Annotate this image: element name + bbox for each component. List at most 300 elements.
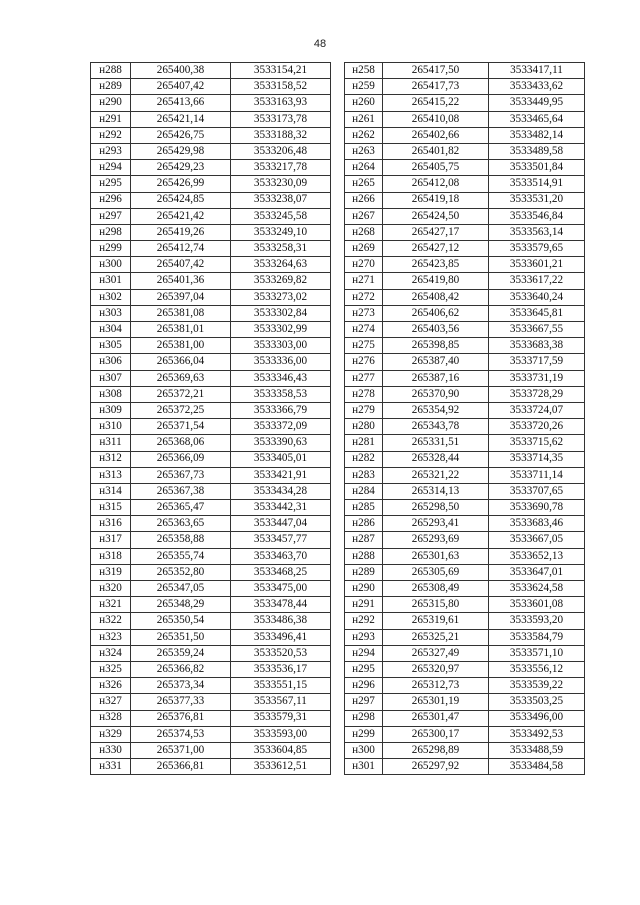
table-row [345, 629, 585, 645]
y-coordinate-cell: 3533163,93 [231, 95, 331, 111]
point-id-cell: н309 [91, 402, 131, 418]
x-coordinate-cell: 265417,50 [383, 63, 489, 79]
point-id-cell: н271 [345, 273, 383, 289]
point-id-cell: н264 [345, 160, 383, 176]
x-coordinate-cell: 265424,85 [131, 192, 231, 208]
y-coordinate-cell: 3533302,99 [231, 322, 331, 338]
y-coordinate-cell: 3533463,70 [231, 548, 331, 564]
table-row [345, 208, 585, 224]
table-row [91, 661, 331, 677]
x-coordinate-cell: 265401,36 [131, 273, 231, 289]
x-coordinate-cell: 265352,80 [131, 564, 231, 580]
x-coordinate-cell: 265366,04 [131, 354, 231, 370]
point-id-cell: н269 [345, 241, 383, 257]
point-id-cell: н272 [345, 289, 383, 305]
x-coordinate-cell: 265305,69 [383, 564, 489, 580]
x-coordinate-cell: 265401,82 [383, 143, 489, 159]
x-coordinate-cell: 265320,97 [383, 661, 489, 677]
y-coordinate-cell: 3533273,02 [231, 289, 331, 305]
x-coordinate-cell: 265300,17 [383, 726, 489, 742]
point-id-cell: н286 [345, 516, 383, 532]
point-id-cell: н263 [345, 143, 383, 159]
y-coordinate-cell: 3533249,10 [231, 224, 331, 240]
y-coordinate-cell: 3533390,63 [231, 435, 331, 451]
point-id-cell: н266 [345, 192, 383, 208]
table-row [345, 661, 585, 677]
y-coordinate-cell: 3533667,05 [489, 532, 585, 548]
x-coordinate-cell: 265343,78 [383, 419, 489, 435]
point-id-cell: н321 [91, 597, 131, 613]
table-row [345, 581, 585, 597]
point-id-cell: н324 [91, 645, 131, 661]
point-id-cell: н298 [345, 710, 383, 726]
table-row [91, 710, 331, 726]
x-coordinate-cell: 265402,66 [383, 127, 489, 143]
y-coordinate-cell: 3533667,55 [489, 322, 585, 338]
point-id-cell: н285 [345, 500, 383, 516]
table-row [345, 241, 585, 257]
point-id-cell: н283 [345, 467, 383, 483]
x-coordinate-cell: 265367,38 [131, 483, 231, 499]
table-row [345, 79, 585, 95]
table-row [91, 500, 331, 516]
y-coordinate-cell: 3533484,58 [489, 759, 585, 775]
point-id-cell: н315 [91, 500, 131, 516]
y-coordinate-cell: 3533624,58 [489, 581, 585, 597]
x-coordinate-cell: 265315,80 [383, 597, 489, 613]
y-coordinate-cell: 3533457,77 [231, 532, 331, 548]
table-row [345, 224, 585, 240]
table-row [91, 759, 331, 775]
y-coordinate-cell: 3533173,78 [231, 111, 331, 127]
x-coordinate-cell: 265407,42 [131, 79, 231, 95]
table-row [345, 564, 585, 580]
page-number: 48 [313, 38, 327, 50]
point-id-cell: н305 [91, 338, 131, 354]
table-row [345, 111, 585, 127]
y-coordinate-cell: 3533567,11 [231, 694, 331, 710]
x-coordinate-cell: 265387,16 [383, 370, 489, 386]
y-coordinate-cell: 3533715,62 [489, 435, 585, 451]
point-id-cell: н328 [91, 710, 131, 726]
table-row [91, 516, 331, 532]
x-coordinate-cell: 265327,49 [383, 645, 489, 661]
point-id-cell: н275 [345, 338, 383, 354]
y-coordinate-cell: 3533421,91 [231, 467, 331, 483]
point-id-cell: н310 [91, 419, 131, 435]
y-coordinate-cell: 3533531,20 [489, 192, 585, 208]
x-coordinate-cell: 265308,49 [383, 581, 489, 597]
table-row [91, 79, 331, 95]
y-coordinate-cell: 3533258,31 [231, 241, 331, 257]
table-row [91, 289, 331, 305]
table-row [91, 192, 331, 208]
table-row [91, 338, 331, 354]
y-coordinate-cell: 3533417,11 [489, 63, 585, 79]
x-coordinate-cell: 265429,98 [131, 143, 231, 159]
y-coordinate-cell: 3533488,59 [489, 742, 585, 758]
table-row [91, 694, 331, 710]
point-id-cell: н279 [345, 402, 383, 418]
table-row [345, 467, 585, 483]
table-row [91, 597, 331, 613]
x-coordinate-cell: 265314,13 [383, 483, 489, 499]
point-id-cell: н289 [91, 79, 131, 95]
point-id-cell: н293 [345, 629, 383, 645]
point-id-cell: н300 [345, 742, 383, 758]
y-coordinate-cell: 3533366,79 [231, 402, 331, 418]
table-row [345, 613, 585, 629]
point-id-cell: н330 [91, 742, 131, 758]
point-id-cell: н297 [345, 694, 383, 710]
x-coordinate-cell: 265405,75 [383, 160, 489, 176]
point-id-cell: н312 [91, 451, 131, 467]
y-coordinate-cell: 3533447,04 [231, 516, 331, 532]
y-coordinate-cell: 3533449,95 [489, 95, 585, 111]
table-row [91, 143, 331, 159]
x-coordinate-cell: 265301,47 [383, 710, 489, 726]
y-coordinate-cell: 3533514,91 [489, 176, 585, 192]
y-coordinate-cell: 3533302,84 [231, 305, 331, 321]
point-id-cell: н268 [345, 224, 383, 240]
x-coordinate-cell: 265366,82 [131, 661, 231, 677]
x-coordinate-cell: 265301,63 [383, 548, 489, 564]
y-coordinate-cell: 3533503,25 [489, 694, 585, 710]
y-coordinate-cell: 3533551,15 [231, 678, 331, 694]
x-coordinate-cell: 265381,08 [131, 305, 231, 321]
y-coordinate-cell: 3533652,13 [489, 548, 585, 564]
x-coordinate-cell: 265423,85 [383, 257, 489, 273]
table-row [91, 483, 331, 499]
table-row [345, 95, 585, 111]
x-coordinate-cell: 265426,99 [131, 176, 231, 192]
table-row [91, 435, 331, 451]
table-row [91, 176, 331, 192]
x-coordinate-cell: 265347,05 [131, 581, 231, 597]
y-coordinate-cell: 3533154,21 [231, 63, 331, 79]
table-row [345, 370, 585, 386]
x-coordinate-cell: 265297,92 [383, 759, 489, 775]
y-coordinate-cell: 3533724,07 [489, 402, 585, 418]
table-row [91, 305, 331, 321]
y-coordinate-cell: 3533206,48 [231, 143, 331, 159]
table-row [91, 111, 331, 127]
y-coordinate-cell: 3533468,25 [231, 564, 331, 580]
y-coordinate-cell: 3533245,58 [231, 208, 331, 224]
table-row [91, 386, 331, 402]
table-row [345, 63, 585, 79]
y-coordinate-cell: 3533683,38 [489, 338, 585, 354]
table-row [345, 710, 585, 726]
x-coordinate-cell: 265412,08 [383, 176, 489, 192]
point-id-cell: н270 [345, 257, 383, 273]
y-coordinate-cell: 3533683,46 [489, 516, 585, 532]
point-id-cell: н292 [345, 613, 383, 629]
table-row [345, 500, 585, 516]
y-coordinate-cell: 3533584,79 [489, 629, 585, 645]
y-coordinate-cell: 3533346,43 [231, 370, 331, 386]
x-coordinate-cell: 265298,50 [383, 500, 489, 516]
table-row [91, 629, 331, 645]
y-coordinate-cell: 3533711,14 [489, 467, 585, 483]
y-coordinate-cell: 3533238,07 [231, 192, 331, 208]
y-coordinate-cell: 3533579,65 [489, 241, 585, 257]
point-id-cell: н322 [91, 613, 131, 629]
point-id-cell: н301 [345, 759, 383, 775]
y-coordinate-cell: 3533433,62 [489, 79, 585, 95]
table-row [91, 726, 331, 742]
point-id-cell: н290 [345, 581, 383, 597]
x-coordinate-cell: 265348,29 [131, 597, 231, 613]
y-coordinate-cell: 3533563,14 [489, 224, 585, 240]
x-coordinate-cell: 265367,73 [131, 467, 231, 483]
x-coordinate-cell: 265377,33 [131, 694, 231, 710]
x-coordinate-cell: 265351,50 [131, 629, 231, 645]
point-id-cell: н299 [91, 241, 131, 257]
x-coordinate-cell: 265373,34 [131, 678, 231, 694]
x-coordinate-cell: 265381,01 [131, 322, 231, 338]
x-coordinate-cell: 265410,08 [383, 111, 489, 127]
point-id-cell: н318 [91, 548, 131, 564]
table-row [91, 678, 331, 694]
y-coordinate-cell: 3533728,29 [489, 386, 585, 402]
x-coordinate-cell: 265328,44 [383, 451, 489, 467]
y-coordinate-cell: 3533489,58 [489, 143, 585, 159]
point-id-cell: н297 [91, 208, 131, 224]
table-row [345, 645, 585, 661]
point-id-cell: н298 [91, 224, 131, 240]
table-row [345, 532, 585, 548]
x-coordinate-cell: 265319,61 [383, 613, 489, 629]
coordinates-table-left [90, 62, 331, 775]
x-coordinate-cell: 265298,89 [383, 742, 489, 758]
table-row [91, 564, 331, 580]
table-row [91, 467, 331, 483]
x-coordinate-cell: 265424,50 [383, 208, 489, 224]
point-id-cell: н267 [345, 208, 383, 224]
x-coordinate-cell: 265407,42 [131, 257, 231, 273]
coordinates-table-right [344, 62, 585, 775]
point-id-cell: н273 [345, 305, 383, 321]
point-id-cell: н299 [345, 726, 383, 742]
table-row [91, 63, 331, 79]
table-row [345, 435, 585, 451]
x-coordinate-cell: 265354,92 [383, 402, 489, 418]
x-coordinate-cell: 265370,90 [383, 386, 489, 402]
x-coordinate-cell: 265381,00 [131, 338, 231, 354]
y-coordinate-cell: 3533496,41 [231, 629, 331, 645]
point-id-cell: н304 [91, 322, 131, 338]
x-coordinate-cell: 265369,63 [131, 370, 231, 386]
table-row [345, 257, 585, 273]
y-coordinate-cell: 3533230,09 [231, 176, 331, 192]
x-coordinate-cell: 265301,19 [383, 694, 489, 710]
y-coordinate-cell: 3533269,82 [231, 273, 331, 289]
point-id-cell: н294 [91, 160, 131, 176]
table-row [345, 160, 585, 176]
x-coordinate-cell: 265419,26 [131, 224, 231, 240]
point-id-cell: н301 [91, 273, 131, 289]
table-row [91, 95, 331, 111]
y-coordinate-cell: 3533546,84 [489, 208, 585, 224]
table-row [91, 742, 331, 758]
y-coordinate-cell: 3533501,84 [489, 160, 585, 176]
table-row [345, 273, 585, 289]
point-id-cell: н291 [91, 111, 131, 127]
table-row [345, 354, 585, 370]
point-id-cell: н307 [91, 370, 131, 386]
x-coordinate-cell: 265406,62 [383, 305, 489, 321]
y-coordinate-cell: 3533720,26 [489, 419, 585, 435]
point-id-cell: н316 [91, 516, 131, 532]
table-row [91, 257, 331, 273]
point-id-cell: н302 [91, 289, 131, 305]
table-row [91, 354, 331, 370]
y-coordinate-cell: 3533475,00 [231, 581, 331, 597]
x-coordinate-cell: 265355,74 [131, 548, 231, 564]
x-coordinate-cell: 265398,85 [383, 338, 489, 354]
x-coordinate-cell: 265427,17 [383, 224, 489, 240]
table-row [91, 160, 331, 176]
x-coordinate-cell: 265426,75 [131, 127, 231, 143]
point-id-cell: н331 [91, 759, 131, 775]
table-row [345, 127, 585, 143]
table-row [345, 678, 585, 694]
y-coordinate-cell: 3533714,35 [489, 451, 585, 467]
y-coordinate-cell: 3533645,81 [489, 305, 585, 321]
x-coordinate-cell: 265365,47 [131, 500, 231, 516]
y-coordinate-cell: 3533264,63 [231, 257, 331, 273]
x-coordinate-cell: 265374,53 [131, 726, 231, 742]
table-row [91, 208, 331, 224]
x-coordinate-cell: 265408,42 [383, 289, 489, 305]
x-coordinate-cell: 265312,73 [383, 678, 489, 694]
point-id-cell: н296 [91, 192, 131, 208]
point-id-cell: н260 [345, 95, 383, 111]
x-coordinate-cell: 265421,14 [131, 111, 231, 127]
table-row [91, 645, 331, 661]
y-coordinate-cell: 3533640,24 [489, 289, 585, 305]
point-id-cell: н296 [345, 678, 383, 694]
y-coordinate-cell: 3533486,38 [231, 613, 331, 629]
y-coordinate-cell: 3533647,01 [489, 564, 585, 580]
point-id-cell: н290 [91, 95, 131, 111]
x-coordinate-cell: 265366,09 [131, 451, 231, 467]
y-coordinate-cell: 3533593,20 [489, 613, 585, 629]
point-id-cell: н294 [345, 645, 383, 661]
point-id-cell: н280 [345, 419, 383, 435]
x-coordinate-cell: 265371,54 [131, 419, 231, 435]
table-row [91, 322, 331, 338]
point-id-cell: н306 [91, 354, 131, 370]
y-coordinate-cell: 3533217,78 [231, 160, 331, 176]
x-coordinate-cell: 265419,80 [383, 273, 489, 289]
y-coordinate-cell: 3533707,65 [489, 483, 585, 499]
x-coordinate-cell: 265368,06 [131, 435, 231, 451]
point-id-cell: н311 [91, 435, 131, 451]
table-row [91, 581, 331, 597]
y-coordinate-cell: 3533492,53 [489, 726, 585, 742]
y-coordinate-cell: 3533571,10 [489, 645, 585, 661]
table-row [91, 241, 331, 257]
x-coordinate-cell: 265331,51 [383, 435, 489, 451]
table-row [345, 516, 585, 532]
table-row [345, 548, 585, 564]
table-row [345, 322, 585, 338]
x-coordinate-cell: 265293,41 [383, 516, 489, 532]
point-id-cell: н317 [91, 532, 131, 548]
table-row [345, 176, 585, 192]
y-coordinate-cell: 3533158,52 [231, 79, 331, 95]
y-coordinate-cell: 3533496,00 [489, 710, 585, 726]
y-coordinate-cell: 3533482,14 [489, 127, 585, 143]
table-row [91, 370, 331, 386]
table-row [345, 289, 585, 305]
x-coordinate-cell: 265359,24 [131, 645, 231, 661]
table-row [91, 419, 331, 435]
y-coordinate-cell: 3533465,64 [489, 111, 585, 127]
point-id-cell: н258 [345, 63, 383, 79]
x-coordinate-cell: 265417,73 [383, 79, 489, 95]
point-id-cell: н278 [345, 386, 383, 402]
point-id-cell: н288 [91, 63, 131, 79]
point-id-cell: н313 [91, 467, 131, 483]
table-row [345, 742, 585, 758]
y-coordinate-cell: 3533604,85 [231, 742, 331, 758]
x-coordinate-cell: 265403,56 [383, 322, 489, 338]
y-coordinate-cell: 3533372,09 [231, 419, 331, 435]
point-id-cell: н277 [345, 370, 383, 386]
point-id-cell: н292 [91, 127, 131, 143]
y-coordinate-cell: 3533601,21 [489, 257, 585, 273]
y-coordinate-cell: 3533520,53 [231, 645, 331, 661]
table-row [345, 402, 585, 418]
point-id-cell: н281 [345, 435, 383, 451]
point-id-cell: н325 [91, 661, 131, 677]
point-id-cell: н262 [345, 127, 383, 143]
y-coordinate-cell: 3533556,12 [489, 661, 585, 677]
x-coordinate-cell: 265363,65 [131, 516, 231, 532]
table-row [345, 597, 585, 613]
y-coordinate-cell: 3533536,17 [231, 661, 331, 677]
x-coordinate-cell: 265400,38 [131, 63, 231, 79]
point-id-cell: н265 [345, 176, 383, 192]
x-coordinate-cell: 265415,22 [383, 95, 489, 111]
point-id-cell: н314 [91, 483, 131, 499]
table-row [91, 127, 331, 143]
table-row [91, 273, 331, 289]
table-row [345, 759, 585, 775]
table-row [345, 305, 585, 321]
point-id-cell: н291 [345, 597, 383, 613]
y-coordinate-cell: 3533434,28 [231, 483, 331, 499]
point-id-cell: н295 [91, 176, 131, 192]
x-coordinate-cell: 265371,00 [131, 742, 231, 758]
point-id-cell: н327 [91, 694, 131, 710]
y-coordinate-cell: 3533539,22 [489, 678, 585, 694]
y-coordinate-cell: 3533601,08 [489, 597, 585, 613]
x-coordinate-cell: 265358,88 [131, 532, 231, 548]
y-coordinate-cell: 3533690,78 [489, 500, 585, 516]
y-coordinate-cell: 3533336,00 [231, 354, 331, 370]
table-row [345, 694, 585, 710]
table-row [345, 451, 585, 467]
point-id-cell: н284 [345, 483, 383, 499]
x-coordinate-cell: 265325,21 [383, 629, 489, 645]
x-coordinate-cell: 265429,23 [131, 160, 231, 176]
y-coordinate-cell: 3533405,01 [231, 451, 331, 467]
point-id-cell: н259 [345, 79, 383, 95]
